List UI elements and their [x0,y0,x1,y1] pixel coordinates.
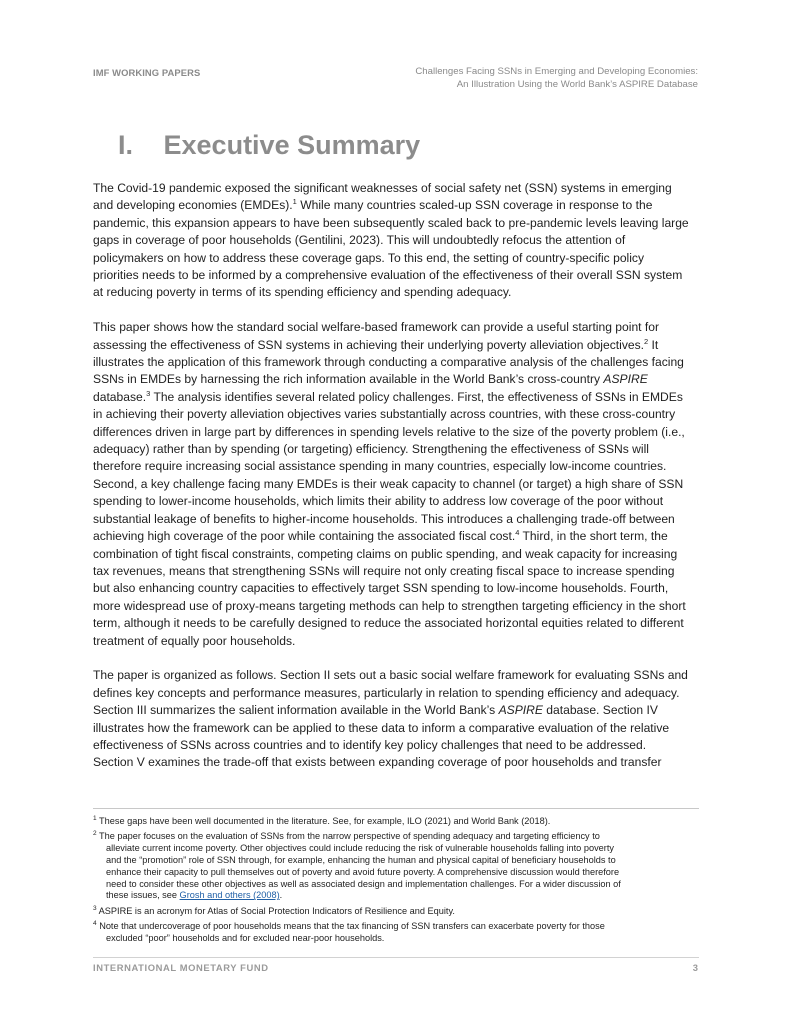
text-line: differences driven in large part by differences in spending levels relative to the size of the poverty problem (i.e., [93,424,685,439]
footnote-mark: 4 [93,920,97,928]
text-line: priorities needs to be informed by a comprehensive evaluation of the effectiveness of their overall SSN system [93,268,683,283]
body-text [93,180,700,772]
footnote-mark: 1 [93,815,97,822]
footnote-ref-4[interactable]: 4 [515,528,520,538]
footnote-ref-3[interactable]: 3 [146,388,151,398]
paragraph-3 [93,667,700,771]
text-line: defines key concepts and performance measures, particularly in relation to spending efficiency and adequacy. [93,685,680,700]
section-heading [118,130,420,161]
text-line: illustrates how the framework can be applied to these data to inform a comparative evaluation of the relative [93,720,670,735]
running-header-title [278,66,698,91]
text-line: database.$^3$ The analysis identifies several related policy challenges. First, the effectiveness of SSNs in EMDEs [93,388,683,404]
text-line: policymakers on how to address these coverage gaps. To this end, the setting of country-specific policy [93,250,645,265]
footnote-mark: 3 [93,904,97,912]
text-line: spending to lower-income households, which limits their ability to address low coverage of the poor without [93,494,664,509]
footer-separator [93,957,699,958]
paragraph-2 [93,319,700,650]
footnote-2: $^2$ The paper focuses on the evaluation of SSNs from the narrow perspective of spending adequacy and targeting efficiency to alleviate current income poverty. Other objectives could include reducing the risk of vulnerable households falling into poverty and the “promotion” role of SSN through, for example, enhancing the human and physical capital of beneficiary households to enhance their capacity to pull themselves out of poverty and avoid future poverty. A comprehensive discussion would therefore need to consider these other objectives as well as associated design and implementation challenges. For a wider discussion of these issues, see Grosh and others (2008). [93,830,621,901]
text-line: therefore require increasing social assistance spending in many countries, especially low-income countries. [93,459,667,474]
text-line: illustrates the application of this framework through conducting a comparative analysis of the challenges facing [93,355,684,370]
text-line: tax revenues, means that strengthening SSNs will require not only creating fiscal space to increase spending [93,563,675,578]
text-line: term, although it needs to be carefully designed to reduce the associated horizontal equities related to different [93,616,684,631]
text-line: adequacy) rather than by spending (or targeting) efficiency. Strengthening the effectiveness of SSNs will [93,442,649,457]
paragraph-1 [93,180,700,302]
text-line: in achieving their poverty alleviation objectives varies substantially across countries, with these cross-country [93,407,676,422]
text-line: The paper is organized as follows. Section II sets out a basic social welfare framework for evaluating SSNs and [93,668,688,683]
text-line: treatment of equally poor households. [93,633,296,648]
running-header-title-line-2: An Illustration Using the World Bank’s ASPIRE Database [456,78,698,90]
footnote-separator [93,808,699,809]
section-number: I. [118,130,134,160]
text-line: Section V examines the trade-off that exists between expanding coverage of poor households and transfer [93,755,662,770]
text-line: gaps in coverage of poor households (Gentilini, 2023). This will undoubtedly refocus the attention of [93,233,626,248]
text-line: but also enhancing country capacities to effectively target SSN spending to low-income households. Fourth, [93,581,669,596]
text-line: at reducing poverty in terms of its spending efficiency and spending adequacy. [93,285,512,300]
running-header-series: IMF WORKING PAPERS [93,67,201,78]
footnote-4: $^4$ Note that undercoverage of poor households means that the tax financing of SSN transfers can exacerbate poverty for those excluded “poor” households and for excluded near-poor households. [93,920,605,943]
text-line: more widespread use of proxy-means targeting methods can help to strengthen targeting efficiency in the short [93,598,686,613]
text-line: effectiveness of SSNs across countries and to identify key policy challenges that need to be addressed. [93,737,647,752]
text-line: SSNs in EMDEs by harnessing the rich information available in the World Bank’s cross-country ASPIRE [93,372,648,387]
footnotes [93,816,700,948]
footnote-1: $^1$ These gaps have been well documented in the literature. See, for example, ILO (2021) and World Bank (2018). [93,815,551,826]
grosh-reference-link[interactable]: Grosh and others (2008) [179,890,280,901]
text-line: Second, a key challenge facing many EMDEs is their weak capacity to channel (or target) a high share of SSN [93,476,684,491]
section-title: Executive Summary [163,130,421,160]
page-number: 3 [692,962,698,973]
aspire-italic: ASPIRE [603,372,648,387]
text-line: substantial leakage of benefits to higher-income households. This introduces a challenging trade-off between [93,511,675,526]
text-line: and developing economies (EMDEs).$^1$ While many countries scaled-up SSN coverage in response to the [93,197,653,213]
footnote-ref-2[interactable]: 2 [644,336,649,346]
text-line: This paper shows how the standard social welfare-based framework can provide a useful starting point for [93,320,660,335]
text-line: assessing the effectiveness of SSN systems in achieving their underlying poverty alleviation objectives.$^2$ It [93,336,659,352]
running-header-title-line-1: Challenges Facing SSNs in Emerging and Developing Economies: [415,66,698,77]
footnote-3: $^3$ ASPIRE is an acronym for Atlas of Social Protection Indicators of Resilience and Equity. [93,904,455,916]
footnote-mark: 2 [93,830,97,838]
text-line: combination of tight fiscal constraints, competing claims on public spending, and weak capacity for increasing [93,546,678,561]
aspire-italic: ASPIRE [498,703,543,718]
text-line: achieving high coverage of the poor while containing the associated fiscal cost.$^4$ Third, in the short term, the [93,528,668,544]
footnote-ref-1[interactable]: 1 [292,197,297,207]
text-line: Section III summarizes the salient information available in the World Bank’s ASPIRE database. Section IV [93,703,658,718]
footer-publisher: INTERNATIONAL MONETARY FUND [93,962,269,973]
text-line: pandemic, this expansion appears to have been subsequently scaled back to pre-pandemic levels leaving large [93,215,689,230]
text-line: The Covid-19 pandemic exposed the significant weaknesses of social safety net (SSN) systems in emerging [93,181,672,195]
